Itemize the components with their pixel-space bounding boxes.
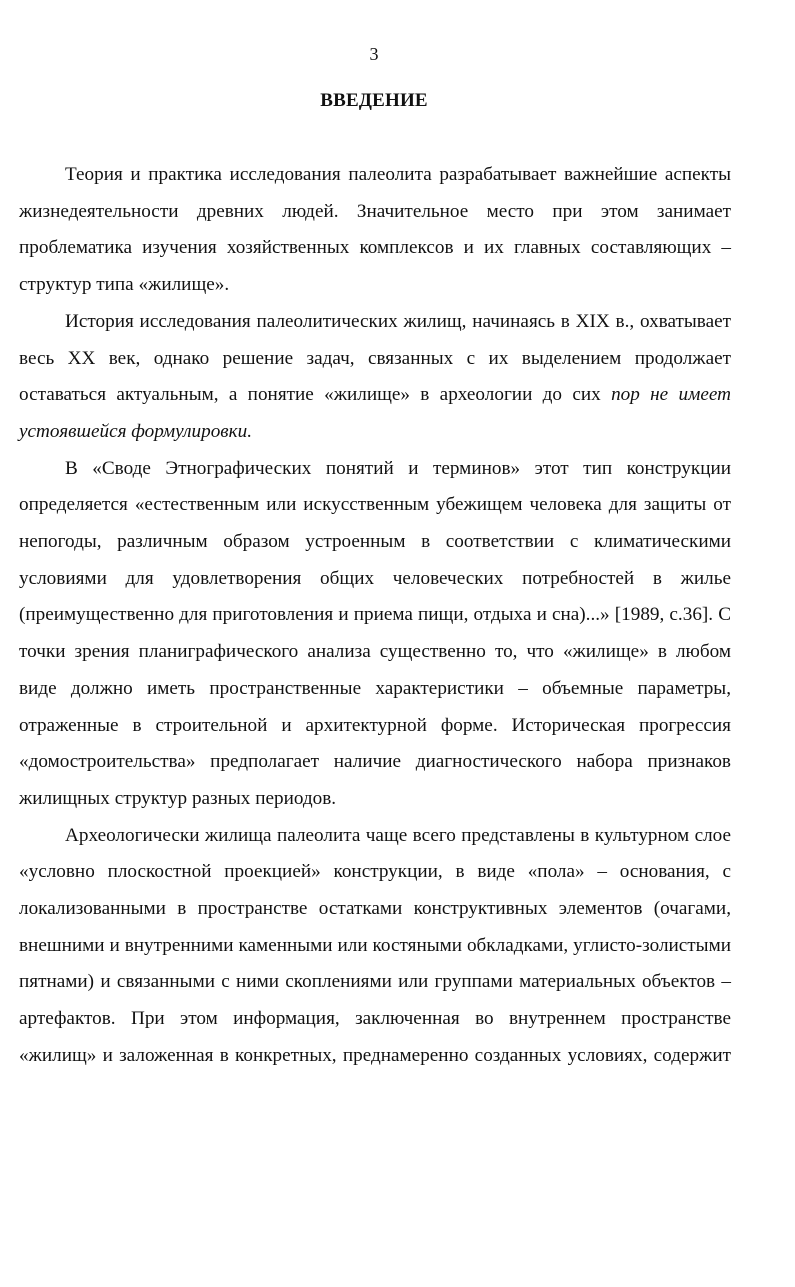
body-text: [19, 157, 731, 1075]
paragraph-4: Археологически жилища палеолита чаще всего представлены в культурном слое «условно плоскостной проекцией» конструкции, в виде «пола» – основания, с локализованными в пространстве остатками конструктивных элементов (очагами, внешними и внутренними каменными или костяными обкладками, углисто-золистыми пятнами) и связанными с ними скоплениями или группами материальных объектов – артефактов. При этом информация, заключенная во внутреннем пространстве «жилищ» и заложенная в конкретных, преднамеренно созданных условиях, содержит: [19, 824, 731, 1066]
page-number: 3: [369, 44, 379, 64]
paragraph-3: В «Своде Этнографических понятий и терминов» этот тип конструкции определяется «естественным или искусственным убежищем человека для защиты от непогоды, различным образом устроенным в соответствии с климатическими условиями для удовлетворения общих человеческих потребностей в жилье (преимущественно для приготовления и приема пищи, отдыха и сна)...» [1989, с.36]. С точки зрения планиграфического анализа существенно то, что «жилище» в любом виде должно иметь пространственные характеристики – объемные параметры, отраженные в строительной и архитектурной форме. Историческая прогрессия «домостроительства» предполагает наличие диагностического набора признаков жилищных структур разных периодов.: [19, 457, 731, 809]
paragraph-2: [19, 304, 731, 451]
paragraph-2-italic-text: пор не имеет устоявшейся формулировки.: [19, 384, 732, 442]
paragraph-1: Теория и практика исследования палеолита разрабатывает важнейшие аспекты жизнедеятельности древних людей. Значительное место при этом занимает проблематика изучения хозяйственных комплексов и их главных составляющих – структур типа «жилище».: [19, 164, 731, 296]
section-heading: ВВЕДЕНИЕ: [320, 90, 428, 111]
paragraph-2-text: История исследования палеолитических жилищ, начинаясь в XIX в., охватывает весь XX век, однако решение задач, связанных с их выделением продолжает оставаться актуальным, а понятие «жилище» в археологии до сих: [19, 310, 731, 406]
